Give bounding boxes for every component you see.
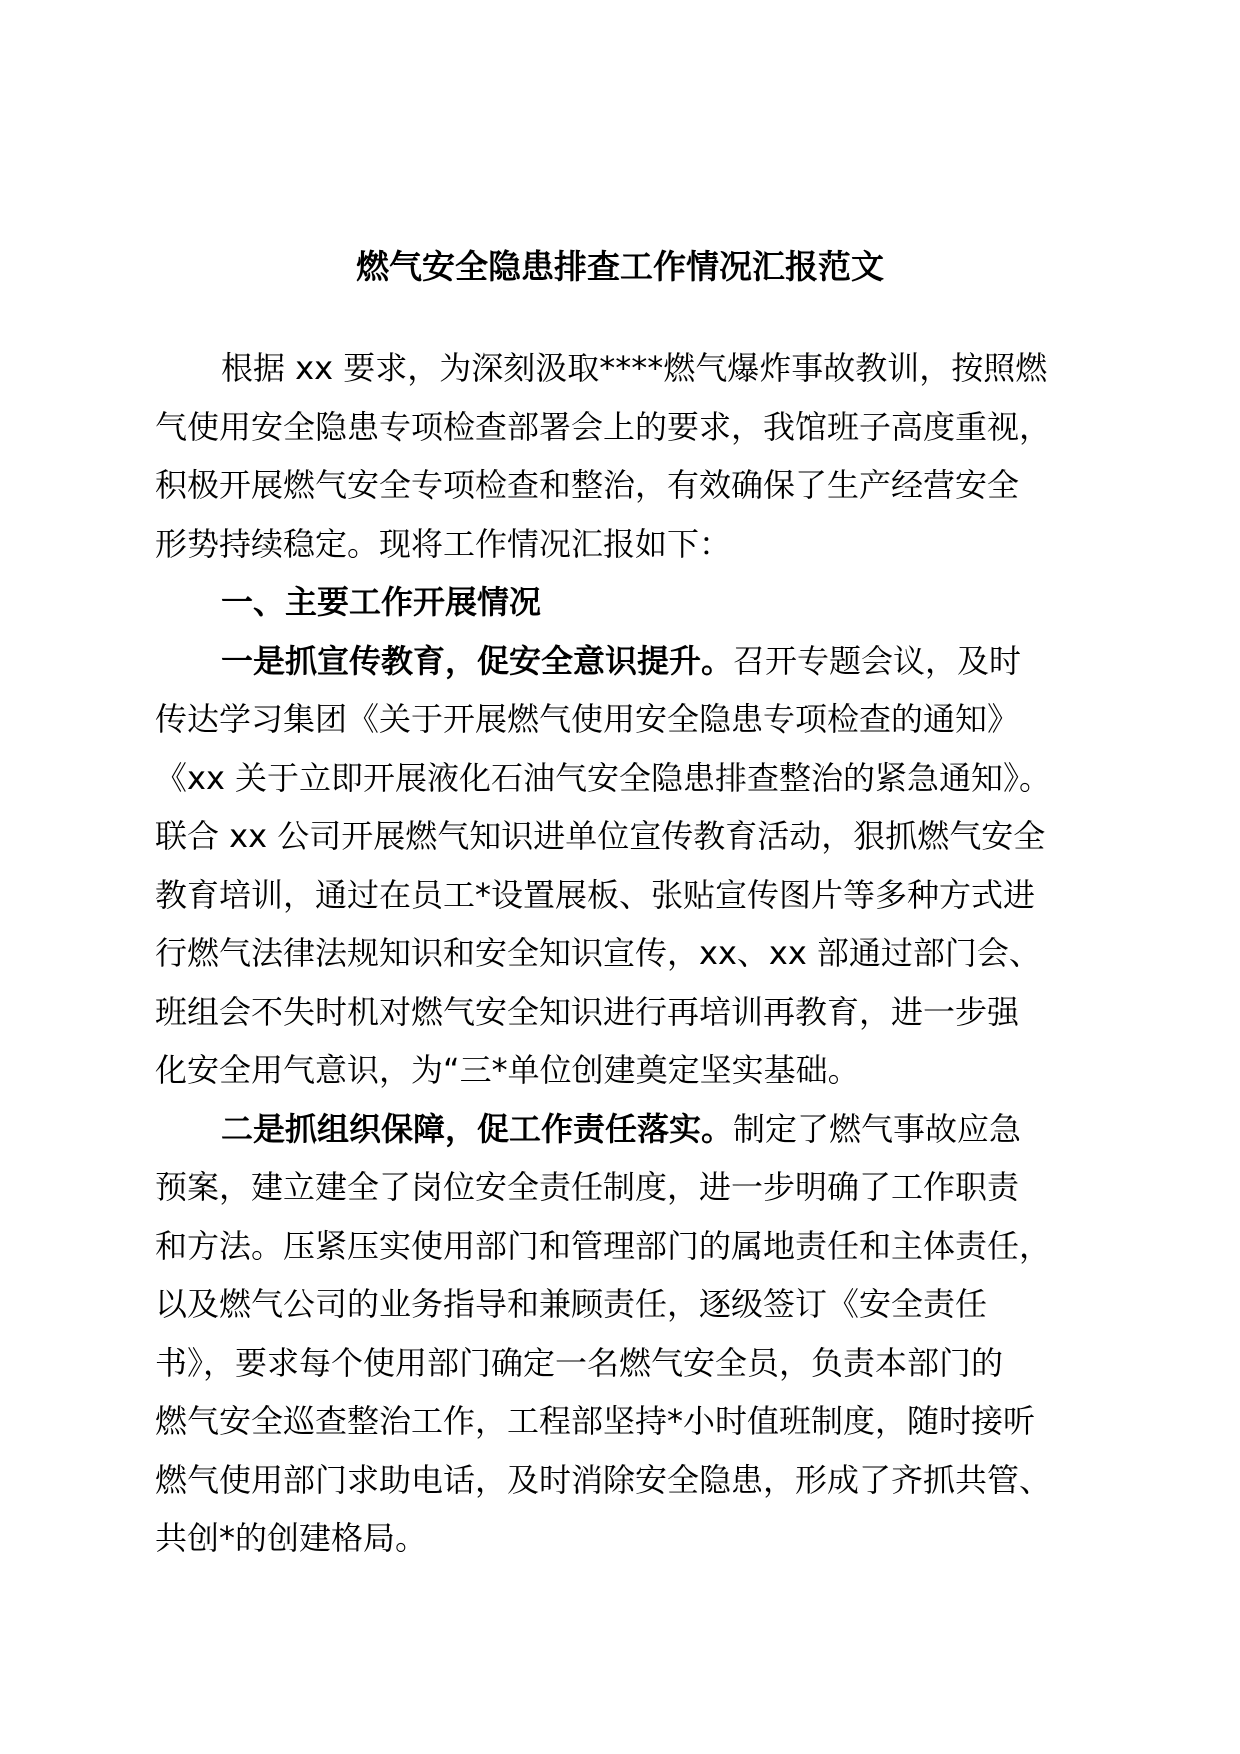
line-text: 形势持续稳定。现将工作情况汇报如下： <box>155 524 732 563</box>
line-text: 书》，要求每个使用部门确定一名燃气安全员，负责本部门的 <box>155 1343 1004 1382</box>
lead-heading: 一是抓宣传教育，促安全意识提升。 <box>221 641 734 680</box>
line-text: 《xx 关于立即开展液化石油气安全隐患排查整治的紧急通知》。 <box>155 758 1052 797</box>
line-text: 班组会不失时机对燃气安全知识进行再培训再教育，进一步强 <box>155 992 1020 1031</box>
paragraph-first-line <box>155 632 1090 691</box>
paragraph-first-line <box>155 573 1090 632</box>
line-text: 召开专题会议，及时 <box>733 641 1022 680</box>
paragraph-line <box>155 690 1090 749</box>
paragraph-line <box>155 807 1090 866</box>
paragraph-line <box>155 866 1090 925</box>
section-heading: 一、主要工作开展情况 <box>221 583 542 621</box>
paragraph-line <box>155 398 1090 457</box>
paragraph-line <box>155 983 1090 1042</box>
paragraph-line <box>155 1041 1090 1100</box>
paragraph-line <box>155 1334 1090 1393</box>
line-text: 共创*的创建格局。 <box>155 1519 428 1557</box>
paragraph-first-line <box>155 339 1090 398</box>
paragraph-first-line <box>155 1100 1090 1159</box>
lead-heading: 二是抓组织保障，促工作责任落实。 <box>221 1109 734 1148</box>
line-text: 燃气使用部门求助电话，及时消除安全隐患，形成了齐抓共管、 <box>155 1460 1052 1499</box>
line-text: 行燃气法律法规知识和安全知识宣传，xx、xx 部通过部门会、 <box>155 934 1041 972</box>
paragraph-line <box>155 1275 1090 1334</box>
document-title: 燃气安全隐患排查工作情况汇报范文 <box>356 247 884 286</box>
paragraph-line <box>155 1451 1090 1510</box>
line-text: 预案，建立建全了岗位安全责任制度，进一步明确了工作职责 <box>155 1168 1020 1206</box>
paragraph-line <box>155 1509 1090 1568</box>
line-text: 气使用安全隐患专项检查部署会上的要求，我馆班子高度重视， <box>155 407 1052 446</box>
line-text: 传达学习集团《关于开展燃气使用安全隐患专项检查的通知》 <box>155 700 1020 738</box>
line-text: 教育培训，通过在员工*设置展板、张贴宣传图片等多种方式进 <box>155 875 1036 914</box>
line-text: 积极开展燃气安全专项检查和整治，有效确保了生产经营安全 <box>155 466 1020 504</box>
line-text: 联合 xx 公司开展燃气知识进单位宣传教育活动，狠抓燃气安全 <box>155 817 1046 855</box>
line-text: 制定了燃气事故应急 <box>733 1109 1022 1148</box>
line-text: 根据 xx 要求，为深刻汲取****燃气爆炸事故教训，按照燃 <box>221 349 1048 387</box>
paragraph-line <box>155 1392 1090 1451</box>
paragraph-line <box>155 1217 1090 1276</box>
line-text: 燃气安全巡查整治工作，工程部坚持*小时值班制度，随时接听 <box>155 1402 1036 1440</box>
document-body <box>155 339 1090 1568</box>
line-text: 化安全用气意识，为“三*单位创建奠定坚实基础。 <box>155 1051 860 1089</box>
paragraph-line <box>155 1158 1090 1217</box>
paragraph-line <box>155 456 1090 515</box>
paragraph-line <box>155 749 1090 808</box>
line-text: 以及燃气公司的业务指导和兼顾责任，逐级签订《安全责任 <box>155 1285 988 1323</box>
paragraph-line <box>155 515 1090 574</box>
line-text: 和方法。压紧压实使用部门和管理部门的属地责任和主体责任， <box>155 1226 1052 1265</box>
paragraph-line <box>155 924 1090 983</box>
